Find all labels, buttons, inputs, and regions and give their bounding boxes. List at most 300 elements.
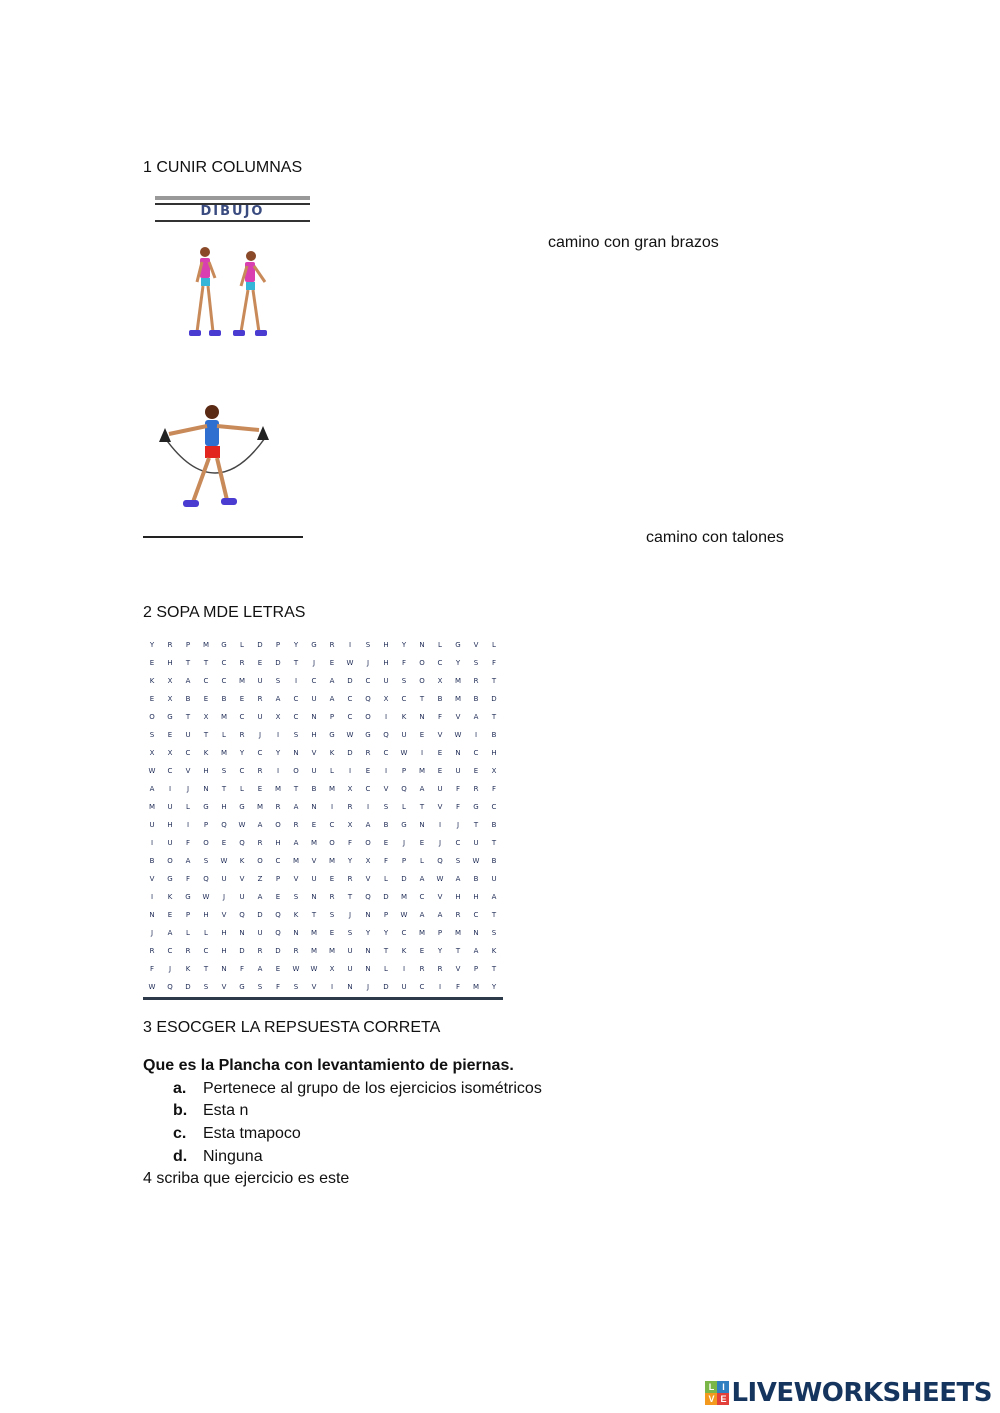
word-search-cell[interactable]: X — [437, 677, 443, 685]
word-search-cell[interactable]: U — [437, 785, 443, 793]
word-search-cell[interactable]: I — [402, 965, 406, 973]
word-search-cell[interactable]: Y — [149, 641, 155, 649]
word-search-cell[interactable]: S — [149, 731, 155, 739]
word-search-cell[interactable]: W — [292, 965, 300, 973]
word-search-cell[interactable]: S — [401, 677, 407, 685]
word-search-cell[interactable]: R — [239, 659, 245, 667]
word-search-cell[interactable]: A — [491, 893, 497, 901]
word-search-cell[interactable]: S — [293, 731, 299, 739]
word-search-cell[interactable]: N — [419, 641, 425, 649]
word-search-cell[interactable]: F — [455, 785, 461, 793]
word-search-cell[interactable]: N — [311, 893, 317, 901]
word-search-cell[interactable]: I — [276, 767, 280, 775]
word-search-cell[interactable]: T — [347, 893, 353, 901]
word-search-cell[interactable]: S — [203, 857, 209, 865]
word-search-cell[interactable]: T — [491, 911, 497, 919]
word-search-cell[interactable]: W — [238, 821, 246, 829]
word-search-cell[interactable]: U — [149, 821, 155, 829]
word-search-cell[interactable]: X — [203, 713, 209, 721]
word-search-cell[interactable]: G — [365, 731, 371, 739]
word-search-cell[interactable]: A — [455, 875, 461, 883]
word-search-cell[interactable]: G — [167, 875, 173, 883]
word-search-cell[interactable]: I — [150, 893, 154, 901]
word-search-cell[interactable]: A — [473, 713, 479, 721]
word-search-cell[interactable]: T — [293, 785, 299, 793]
word-search-cell[interactable]: Z — [257, 875, 263, 883]
word-search-cell[interactable]: W — [454, 731, 462, 739]
word-search-cell[interactable]: X — [491, 767, 497, 775]
word-search-cell[interactable]: P — [383, 911, 389, 919]
word-search-cell[interactable]: M — [400, 893, 408, 901]
word-search-cell[interactable]: T — [491, 713, 497, 721]
word-search-cell[interactable]: S — [455, 857, 461, 865]
word-search-cell[interactable]: C — [293, 713, 299, 721]
word-search-cell[interactable]: O — [167, 857, 173, 865]
word-search-cell[interactable]: U — [347, 947, 353, 955]
word-search-cell[interactable]: M — [274, 785, 282, 793]
word-search-cell[interactable]: P — [203, 821, 209, 829]
word-search-cell[interactable]: V — [185, 767, 191, 775]
word-search-cell[interactable]: O — [419, 677, 425, 685]
word-search-cell[interactable]: A — [419, 875, 425, 883]
word-search-cell[interactable]: R — [275, 803, 281, 811]
word-search-cell[interactable]: M — [238, 677, 246, 685]
word-search-cell[interactable]: H — [455, 893, 461, 901]
word-search-cell[interactable]: J — [366, 659, 370, 667]
word-search-cell[interactable]: F — [185, 839, 191, 847]
word-search-cell[interactable]: K — [491, 947, 497, 955]
word-search-cell[interactable]: U — [383, 677, 389, 685]
word-search-cell[interactable]: L — [222, 731, 226, 739]
word-search-cell[interactable]: C — [419, 893, 425, 901]
word-search-cell[interactable]: C — [167, 947, 173, 955]
word-search-cell[interactable]: H — [311, 731, 317, 739]
word-search-cell[interactable]: T — [311, 911, 317, 919]
word-search-cell[interactable]: M — [472, 983, 480, 991]
word-search-cell[interactable]: X — [149, 749, 155, 757]
word-search-cell[interactable]: M — [454, 695, 462, 703]
word-search-cell[interactable]: Q — [221, 821, 227, 829]
word-search-cell[interactable]: X — [383, 695, 389, 703]
word-search-cell[interactable]: I — [186, 821, 190, 829]
word-search-cell[interactable]: X — [329, 965, 335, 973]
word-search-cell[interactable]: V — [221, 911, 227, 919]
word-search-cell[interactable]: D — [347, 749, 353, 757]
word-search-cell[interactable]: X — [365, 857, 371, 865]
word-search-cell[interactable]: C — [473, 911, 479, 919]
word-search-cell[interactable]: Q — [275, 929, 281, 937]
word-search-cell[interactable]: C — [419, 983, 425, 991]
word-search-cell[interactable]: F — [383, 857, 389, 865]
word-search-cell[interactable]: C — [473, 749, 479, 757]
word-search-cell[interactable]: Q — [239, 839, 245, 847]
word-search-cell[interactable]: N — [293, 749, 299, 757]
word-search-cell[interactable]: V — [311, 983, 317, 991]
word-search-cell[interactable]: R — [473, 785, 479, 793]
word-search-cell[interactable]: N — [473, 929, 479, 937]
word-search-cell[interactable]: W — [346, 659, 354, 667]
word-search-cell[interactable]: V — [383, 785, 389, 793]
word-search-cell[interactable]: O — [293, 767, 299, 775]
word-search-cell[interactable]: W — [202, 893, 210, 901]
word-search-cell[interactable]: N — [365, 947, 371, 955]
word-search-cell[interactable]: W — [148, 983, 156, 991]
word-search-cell[interactable]: U — [311, 695, 317, 703]
word-search-cell[interactable]: K — [167, 893, 173, 901]
word-search-cell[interactable]: C — [221, 659, 227, 667]
word-search-cell[interactable]: O — [149, 713, 155, 721]
word-search-cell[interactable]: N — [203, 785, 209, 793]
word-search-cell[interactable]: L — [420, 857, 424, 865]
word-search-cell[interactable]: F — [437, 713, 443, 721]
word-search-cell[interactable]: I — [276, 731, 280, 739]
word-search-cell[interactable]: I — [474, 731, 478, 739]
word-search-cell[interactable]: E — [167, 911, 173, 919]
word-search-cell[interactable]: D — [383, 983, 389, 991]
word-search-cell[interactable]: G — [239, 983, 245, 991]
word-search-cell[interactable]: R — [437, 965, 443, 973]
word-search-cell[interactable]: R — [347, 803, 353, 811]
word-search-cell[interactable]: H — [167, 659, 173, 667]
word-search-cell[interactable]: I — [168, 785, 172, 793]
word-search-cell[interactable]: E — [329, 659, 335, 667]
word-search-cell[interactable]: L — [384, 965, 388, 973]
word-search-cell[interactable]: N — [221, 965, 227, 973]
word-search-cell[interactable]: R — [293, 947, 299, 955]
word-search-cell[interactable]: R — [329, 641, 335, 649]
option-d[interactable] — [173, 1147, 263, 1167]
word-search-cell[interactable]: E — [311, 821, 317, 829]
word-search-cell[interactable]: T — [221, 785, 227, 793]
word-search-cell[interactable]: A — [167, 929, 173, 937]
word-search-cell[interactable]: M — [292, 857, 300, 865]
word-search-cell[interactable]: S — [347, 929, 353, 937]
option-b[interactable] — [173, 1101, 248, 1121]
word-search-cell[interactable]: C — [239, 767, 245, 775]
word-search-cell[interactable]: N — [455, 749, 461, 757]
word-search-cell[interactable]: C — [401, 695, 407, 703]
word-search-cell[interactable]: K — [329, 749, 335, 757]
word-search-cell[interactable]: T — [203, 731, 209, 739]
word-search-cell[interactable]: C — [437, 659, 443, 667]
word-search-cell[interactable]: U — [221, 875, 227, 883]
word-search-cell[interactable]: U — [167, 803, 173, 811]
word-search-cell[interactable]: C — [203, 947, 209, 955]
word-search-cell[interactable]: D — [383, 893, 389, 901]
word-search-cell[interactable]: E — [167, 731, 173, 739]
word-search-cell[interactable]: R — [455, 911, 461, 919]
word-search-cell[interactable]: T — [203, 659, 209, 667]
word-search-cell[interactable]: U — [167, 839, 173, 847]
word-search-cell[interactable]: E — [239, 695, 245, 703]
word-search-cell[interactable]: M — [418, 767, 426, 775]
word-search-cell[interactable]: G — [473, 803, 479, 811]
word-search-cell[interactable]: M — [328, 947, 336, 955]
word-search-cell[interactable]: R — [257, 767, 263, 775]
word-search-cell[interactable]: C — [365, 677, 371, 685]
word-search-cell[interactable]: X — [275, 713, 281, 721]
word-search-cell[interactable]: P — [185, 641, 191, 649]
word-search-cell[interactable]: E — [419, 731, 425, 739]
word-search-cell[interactable]: H — [383, 659, 389, 667]
word-search-cell[interactable]: G — [329, 731, 335, 739]
word-search-cell[interactable]: V — [311, 857, 317, 865]
word-search-cell[interactable]: Y — [293, 641, 299, 649]
word-search-cell[interactable]: Y — [491, 983, 497, 991]
word-search-cell[interactable]: V — [437, 803, 443, 811]
word-search-cell[interactable]: M — [454, 677, 462, 685]
word-search-cell[interactable]: W — [310, 965, 318, 973]
word-search-cell[interactable]: Q — [167, 983, 173, 991]
word-search-cell[interactable]: R — [293, 821, 299, 829]
word-search-cell[interactable]: N — [149, 911, 155, 919]
word-search-cell[interactable]: W — [346, 731, 354, 739]
word-search-cell[interactable]: X — [167, 749, 173, 757]
word-search-cell[interactable]: D — [491, 695, 497, 703]
word-search-cell[interactable]: Q — [203, 875, 209, 883]
word-search-cell[interactable]: E — [149, 695, 155, 703]
word-search-cell[interactable]: N — [419, 713, 425, 721]
word-search-cell[interactable]: E — [329, 875, 335, 883]
word-search-cell[interactable]: S — [257, 983, 263, 991]
word-search-cell[interactable]: U — [401, 731, 407, 739]
word-search-cell[interactable]: U — [311, 875, 317, 883]
word-search-cell[interactable]: J — [258, 731, 262, 739]
word-search-cell[interactable]: J — [402, 839, 406, 847]
word-search-cell[interactable]: P — [473, 965, 479, 973]
word-search-cell[interactable]: F — [347, 839, 353, 847]
word-search-cell[interactable]: C — [347, 713, 353, 721]
word-search-cell[interactable]: N — [239, 929, 245, 937]
word-search-cell[interactable]: U — [257, 677, 263, 685]
word-search-cell[interactable]: I — [330, 803, 334, 811]
word-search-cell[interactable]: R — [365, 749, 371, 757]
word-search-cell[interactable]: C — [347, 695, 353, 703]
word-search-cell[interactable]: V — [437, 731, 443, 739]
liveworksheets-logo[interactable] — [705, 1378, 992, 1408]
word-search-cell[interactable]: E — [437, 749, 443, 757]
word-search-cell[interactable]: L — [330, 767, 334, 775]
word-search-cell[interactable]: U — [473, 839, 479, 847]
word-search-cell[interactable]: I — [384, 767, 388, 775]
word-search-cell[interactable]: I — [438, 983, 442, 991]
word-search-cell[interactable]: H — [203, 911, 209, 919]
word-search-cell[interactable]: G — [455, 641, 461, 649]
word-search-cell[interactable]: V — [221, 983, 227, 991]
word-search-cell[interactable]: N — [419, 821, 425, 829]
word-search-cell[interactable]: K — [185, 965, 191, 973]
word-search-cell[interactable]: N — [311, 713, 317, 721]
word-search-cell[interactable]: L — [438, 641, 442, 649]
word-search-cell[interactable]: T — [419, 695, 425, 703]
word-search-cell[interactable]: P — [329, 713, 335, 721]
word-search-cell[interactable]: R — [167, 641, 173, 649]
word-search-cell[interactable]: Q — [365, 695, 371, 703]
word-search-cell[interactable]: E — [203, 695, 209, 703]
word-search-cell[interactable]: U — [455, 767, 461, 775]
word-search-cell[interactable]: R — [257, 695, 263, 703]
word-search-cell[interactable]: X — [347, 821, 353, 829]
word-search-cell[interactable]: L — [240, 641, 244, 649]
word-search-cell[interactable]: A — [419, 785, 425, 793]
word-search-cell[interactable]: B — [383, 821, 389, 829]
word-search-cell[interactable]: M — [310, 947, 318, 955]
word-search-cell[interactable]: M — [328, 857, 336, 865]
word-search-cell[interactable]: R — [149, 947, 155, 955]
word-search-cell[interactable]: T — [491, 839, 497, 847]
word-search-cell[interactable]: O — [419, 659, 425, 667]
word-search-cell[interactable]: D — [239, 947, 245, 955]
word-search-cell[interactable]: G — [401, 821, 407, 829]
word-search-cell[interactable]: G — [221, 641, 227, 649]
word-search-cell[interactable]: F — [491, 785, 497, 793]
word-search-cell[interactable]: V — [473, 641, 479, 649]
word-search-cell[interactable]: D — [257, 911, 263, 919]
word-search-cell[interactable]: L — [240, 785, 244, 793]
word-search-cell[interactable]: J — [366, 983, 370, 991]
word-search-cell[interactable]: G — [185, 893, 191, 901]
word-search-cell[interactable]: W — [472, 857, 480, 865]
word-search-cell[interactable]: A — [365, 821, 371, 829]
word-search-cell[interactable]: F — [491, 659, 497, 667]
word-search-cell[interactable]: C — [293, 695, 299, 703]
word-search-cell[interactable]: Y — [383, 929, 389, 937]
word-search-cell[interactable]: F — [149, 965, 155, 973]
word-search-cell[interactable]: W — [436, 875, 444, 883]
word-search-cell[interactable]: S — [293, 983, 299, 991]
word-search-cell[interactable]: T — [383, 947, 389, 955]
word-search-cell[interactable]: C — [185, 749, 191, 757]
word-search-cell[interactable]: J — [186, 785, 190, 793]
word-search-cell[interactable]: H — [275, 839, 281, 847]
word-search-cell[interactable]: A — [293, 803, 299, 811]
word-search-cell[interactable]: J — [222, 893, 226, 901]
word-search-cell[interactable]: H — [491, 749, 497, 757]
word-search-cell[interactable]: E — [221, 839, 227, 847]
word-search-cell[interactable]: H — [167, 821, 173, 829]
word-search-cell[interactable]: A — [185, 677, 191, 685]
word-search-cell[interactable]: P — [275, 875, 281, 883]
word-search-cell[interactable]: E — [275, 893, 281, 901]
option-c[interactable] — [173, 1124, 301, 1144]
word-search-cell[interactable]: N — [365, 911, 371, 919]
word-search-cell[interactable]: S — [365, 641, 371, 649]
word-search-cell[interactable]: A — [329, 695, 335, 703]
word-search-cell[interactable]: L — [204, 929, 208, 937]
word-search-cell[interactable]: S — [275, 677, 281, 685]
word-search-cell[interactable]: M — [256, 803, 264, 811]
word-search-cell[interactable]: U — [347, 965, 353, 973]
word-search-cell[interactable]: R — [329, 893, 335, 901]
word-search-cell[interactable]: N — [365, 965, 371, 973]
word-search-cell[interactable]: Q — [365, 893, 371, 901]
word-search-cell[interactable]: J — [438, 839, 442, 847]
word-search-cell[interactable]: F — [239, 965, 245, 973]
word-search-cell[interactable]: Q — [401, 785, 407, 793]
word-search-cell[interactable]: B — [149, 857, 155, 865]
word-search-cell[interactable]: Y — [347, 857, 353, 865]
word-search-cell[interactable]: Y — [455, 659, 461, 667]
word-search-cell[interactable]: C — [491, 803, 497, 811]
word-search-cell[interactable]: X — [347, 785, 353, 793]
word-search-cell[interactable]: I — [366, 803, 370, 811]
word-search-cell[interactable]: E — [329, 929, 335, 937]
word-search-cell[interactable]: K — [239, 857, 245, 865]
word-search-cell[interactable]: A — [257, 821, 263, 829]
word-search-cell[interactable]: D — [185, 983, 191, 991]
word-search-cell[interactable]: G — [239, 803, 245, 811]
word-search-cell[interactable]: D — [275, 947, 281, 955]
word-search-cell[interactable]: Q — [437, 857, 443, 865]
word-search-cell[interactable]: N — [293, 929, 299, 937]
word-search-cell[interactable]: R — [239, 731, 245, 739]
word-search-cell[interactable]: B — [473, 875, 479, 883]
word-search-cell[interactable]: N — [347, 983, 353, 991]
word-search-cell[interactable]: F — [455, 803, 461, 811]
word-search-cell[interactable]: M — [310, 929, 318, 937]
word-search-cell[interactable]: C — [167, 767, 173, 775]
word-search-cell[interactable]: S — [293, 893, 299, 901]
word-search-cell[interactable]: L — [492, 641, 496, 649]
word-search-cell[interactable]: Q — [239, 911, 245, 919]
word-search-cell[interactable]: B — [491, 821, 497, 829]
word-search-cell[interactable]: E — [419, 947, 425, 955]
word-search-cell[interactable]: W — [148, 767, 156, 775]
word-search-cell[interactable]: S — [473, 659, 479, 667]
word-search-cell[interactable]: C — [257, 749, 263, 757]
word-search-cell[interactable]: E — [257, 785, 263, 793]
word-search-cell[interactable]: E — [275, 965, 281, 973]
word-search-cell[interactable]: M — [220, 713, 228, 721]
word-search-cell[interactable]: T — [185, 713, 191, 721]
word-search-cell[interactable]: I — [348, 767, 352, 775]
word-search-cell[interactable]: Q — [275, 911, 281, 919]
word-search-cell[interactable]: U — [185, 731, 191, 739]
word-search-cell[interactable]: B — [491, 857, 497, 865]
word-search-cell[interactable]: A — [257, 965, 263, 973]
word-search-cell[interactable]: Y — [275, 749, 281, 757]
word-search-cell[interactable]: T — [455, 947, 461, 955]
word-search-cell[interactable]: A — [437, 911, 443, 919]
word-search-cell[interactable]: E — [365, 767, 371, 775]
word-search-cell[interactable]: V — [293, 875, 299, 883]
word-search-cell[interactable]: O — [365, 713, 371, 721]
word-search-cell[interactable]: V — [239, 875, 245, 883]
word-search-cell[interactable]: P — [401, 767, 407, 775]
word-search-cell[interactable]: D — [257, 641, 263, 649]
word-search-cell[interactable]: E — [437, 767, 443, 775]
word-search-cell[interactable]: P — [401, 857, 407, 865]
word-search-cell[interactable]: C — [275, 857, 281, 865]
word-search-cell[interactable]: C — [239, 713, 245, 721]
word-search-cell[interactable]: A — [473, 947, 479, 955]
word-search-cell[interactable]: H — [221, 803, 227, 811]
word-search-cell[interactable]: F — [185, 875, 191, 883]
word-search-cell[interactable]: C — [203, 677, 209, 685]
word-search-cell[interactable]: S — [383, 803, 389, 811]
word-search-cell[interactable]: C — [329, 821, 335, 829]
word-search-cell[interactable]: R — [257, 839, 263, 847]
word-search-cell[interactable]: E — [473, 767, 479, 775]
word-search-cell[interactable]: E — [257, 659, 263, 667]
word-search-cell[interactable]: W — [400, 911, 408, 919]
word-search-cell[interactable]: C — [455, 839, 461, 847]
word-search-cell[interactable]: E — [149, 659, 155, 667]
word-search-cell[interactable]: A — [293, 839, 299, 847]
word-search-cell[interactable]: H — [383, 641, 389, 649]
word-search-cell[interactable]: M — [310, 839, 318, 847]
option-a[interactable] — [173, 1079, 542, 1099]
